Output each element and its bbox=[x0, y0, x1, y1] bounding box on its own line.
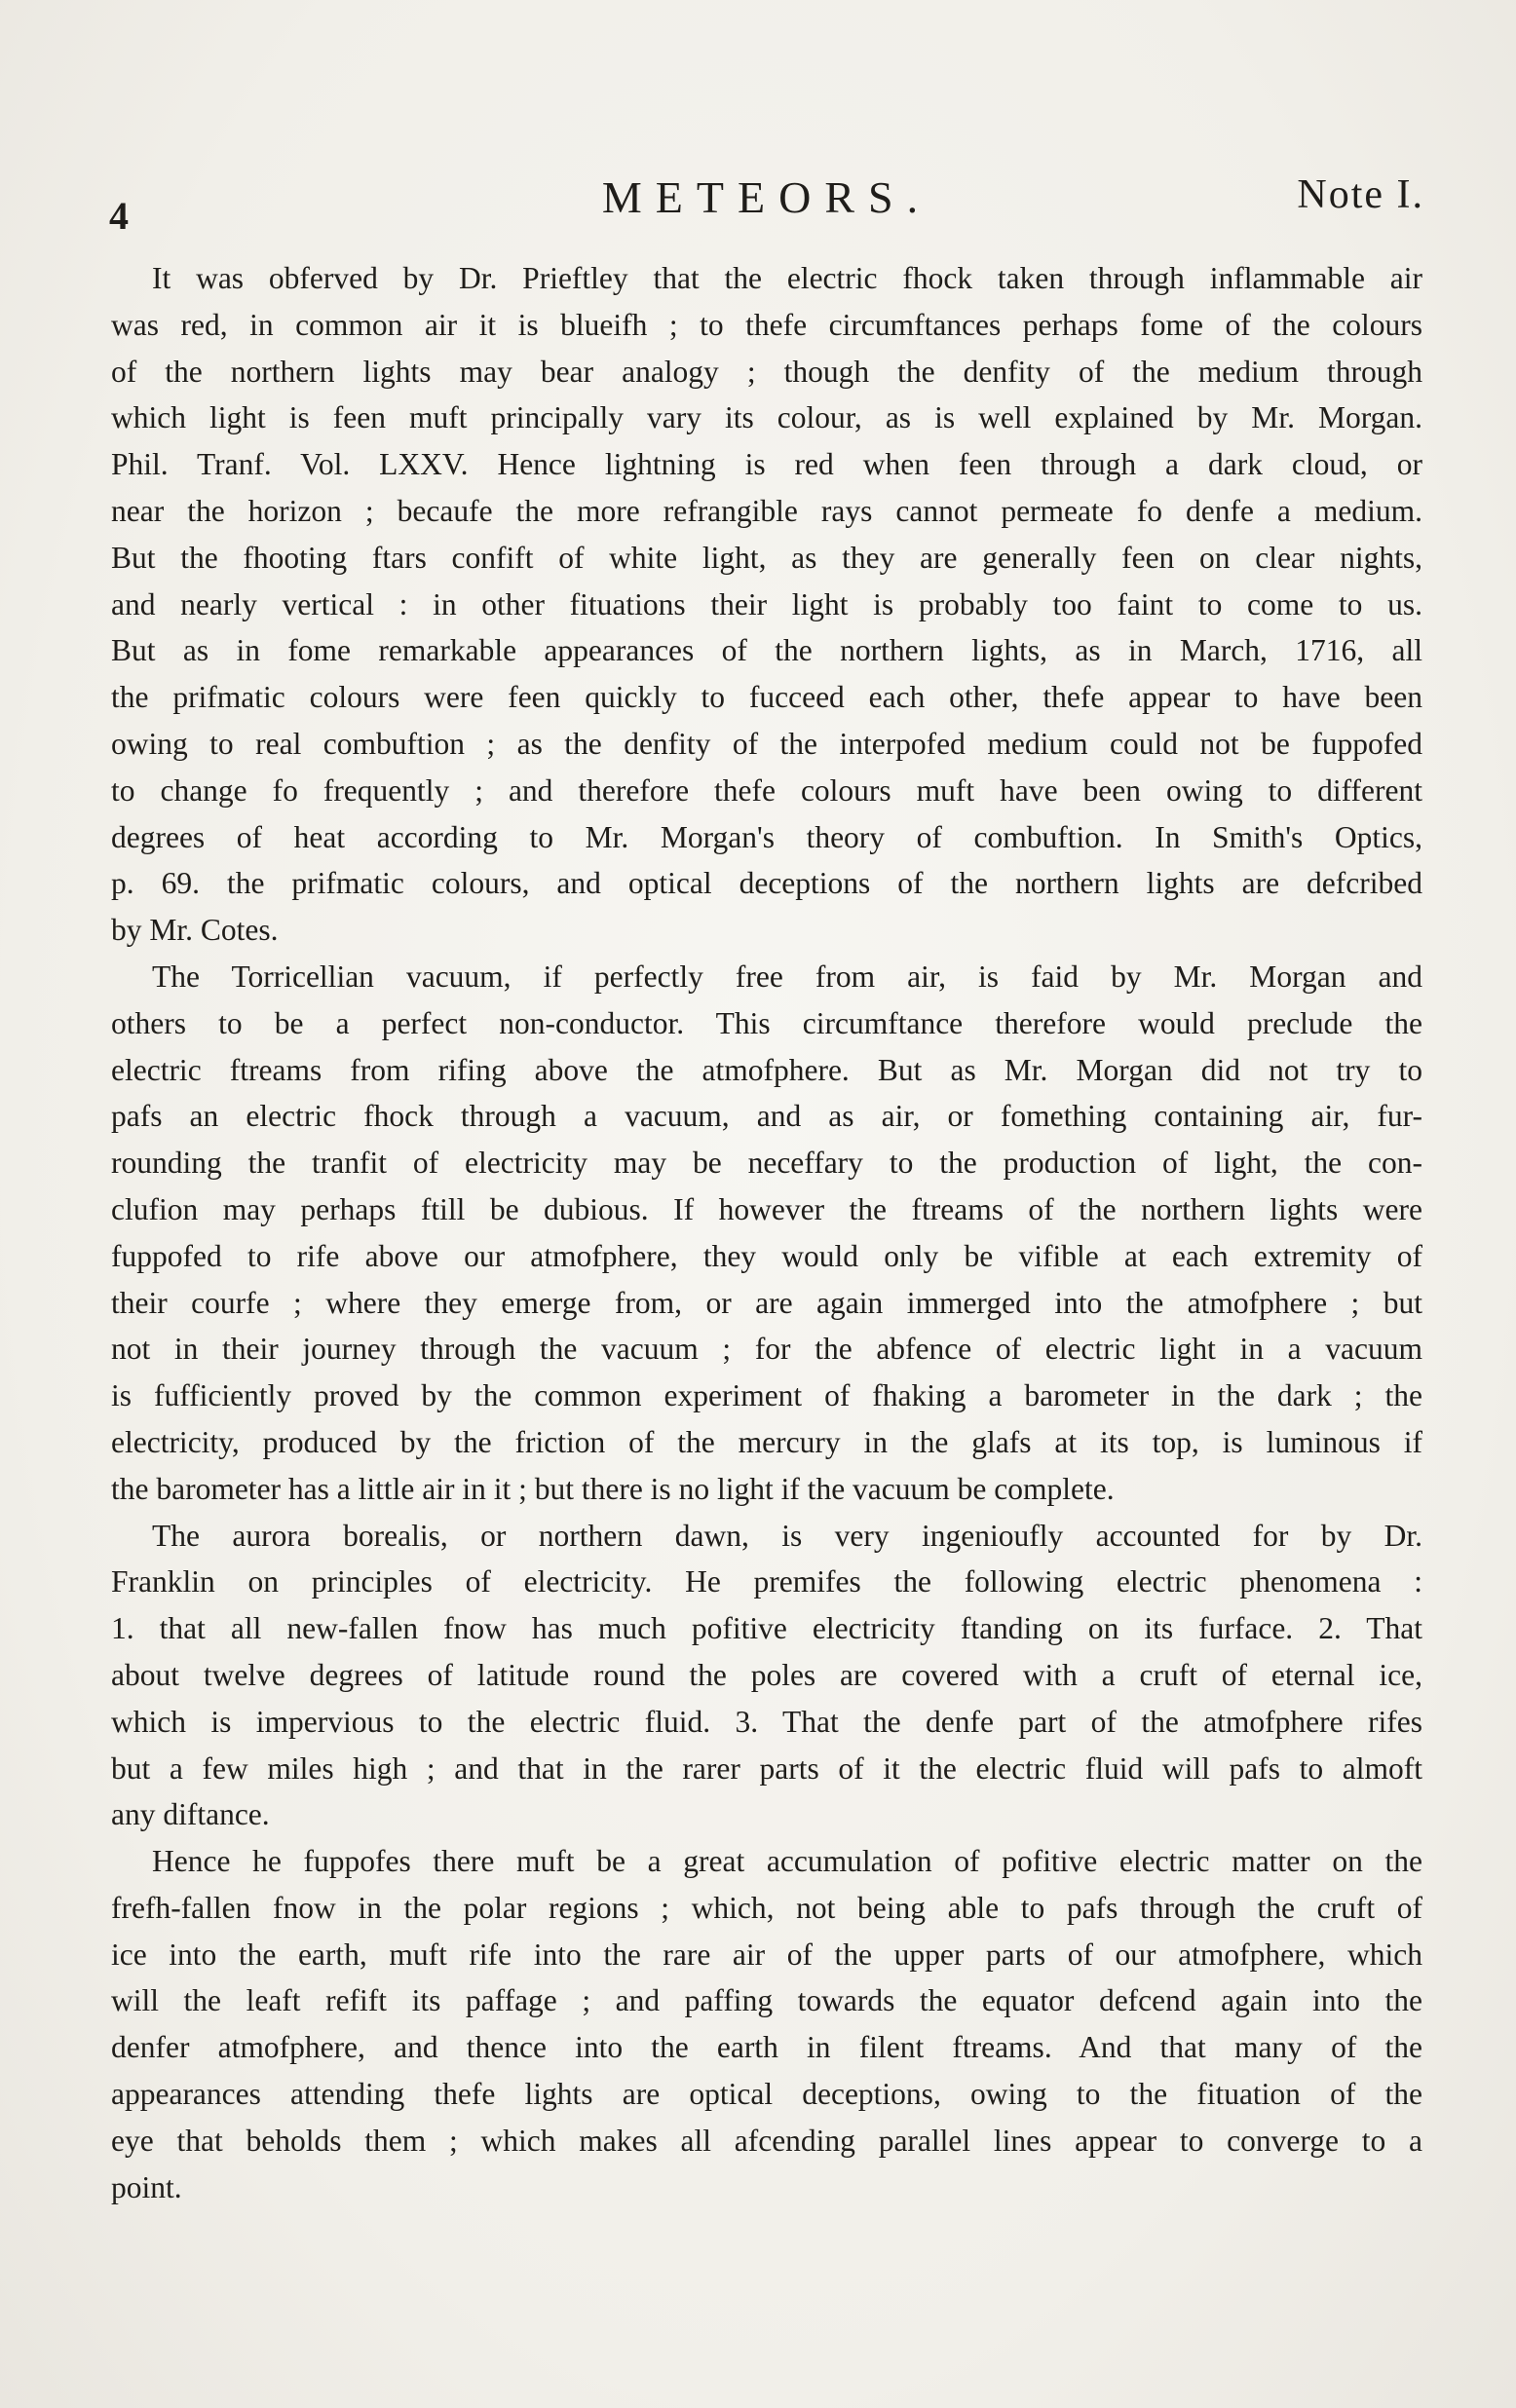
text-line: The Torricellian vacuum, if perfectly free from air, is faid by Mr. Morgan and bbox=[152, 959, 1422, 994]
text-line: p. 69. the prifmatic colours, and optical deceptions of the northern lights are defcribed bbox=[111, 866, 1422, 901]
text-line: the barometer has a little air in it ; but there is no light if the vacuum be complete. bbox=[111, 1471, 1115, 1506]
text-line: their courfe ; where they emerge from, or are again immerged into the atmofphere ; but bbox=[111, 1285, 1422, 1320]
text-line: owing to real combuftion ; as the denfity of the interpofed medium could not be fuppofed bbox=[111, 726, 1422, 761]
text-line: 1. that all new-fallen fnow has much pofitive electricity ftanding on its furface. 2. That bbox=[111, 1611, 1422, 1646]
text-line: appearances attending thefe lights are optical deceptions, owing to the fituation of the bbox=[111, 2077, 1422, 2112]
text-line: is fufficiently proved by the common experiment of fhaking a barometer in the dark ; the bbox=[111, 1378, 1422, 1413]
text-line: electric ftreams from rifing above the atmofphere. But as Mr. Morgan did not try to bbox=[111, 1052, 1422, 1087]
text-line: of the northern lights may bear analogy ; though the denfity of the medium through bbox=[111, 354, 1422, 389]
text-line: But the fhooting ftars confift of white light, as they are generally feen on clear nights, bbox=[111, 540, 1422, 575]
text-line: The aurora borealis, or northern dawn, is very ingenioufly accounted for by Dr. bbox=[152, 1518, 1422, 1553]
text-line: But as in fome remarkable appearances of the northern lights, as in March, 1716, all bbox=[111, 633, 1422, 668]
text-line: the prifmatic colours were feen quickly to fucceed each other, thefe appear to have been bbox=[111, 680, 1422, 715]
page-header bbox=[109, 164, 1424, 238]
text-line: others to be a perfect non-conductor. This circumftance therefore would preclude the bbox=[111, 1005, 1422, 1040]
text-line: ice into the earth, muft rife into the rare air of the upper parts of our atmofphere, which bbox=[111, 1937, 1422, 1972]
text-line: fuppofed to rife above our atmofphere, they would only be vifible at each extremity of bbox=[111, 1238, 1422, 1273]
text-line: Franklin on principles of electricity. He premifes the following electric phenomena : bbox=[111, 1564, 1422, 1599]
text-line: near the horizon ; becaufe the more refrangible rays cannot permeate fo denfe a medium. bbox=[111, 493, 1422, 528]
body-text bbox=[111, 255, 1422, 2210]
paragraph bbox=[111, 954, 1422, 1513]
text-line: by Mr. Cotes. bbox=[111, 913, 279, 948]
text-line: It was obferved by Dr. Prieftley that the electric fhock taken through inflammable air bbox=[152, 261, 1422, 295]
text-line: to change fo frequently ; and therefore thefe colours muft have been owing to different bbox=[111, 772, 1422, 808]
text-line: electricity, produced by the friction of the mercury in the glafs at its top, is luminous if bbox=[111, 1424, 1422, 1459]
note-label: Note I. bbox=[1297, 172, 1424, 217]
page-number: 4 bbox=[109, 194, 129, 238]
paragraph bbox=[111, 1513, 1422, 1839]
paragraph bbox=[111, 255, 1422, 954]
text-line: which light is feen muft principally vary its colour, as is well explained by Mr. Morgan. bbox=[111, 400, 1422, 435]
text-line: any diftance. bbox=[111, 1797, 270, 1832]
text-line: degrees of heat according to Mr. Morgan's theory of combuftion. In Smith's Optics, bbox=[111, 819, 1422, 854]
text-line: which is impervious to the electric fluid. 3. That the denfe part of the atmofphere rifes bbox=[111, 1704, 1422, 1739]
text-line: not in their journey through the vacuum ; for the abfence of electric light in a vacuum bbox=[111, 1332, 1422, 1367]
text-line: Phil. Tranf. Vol. LXXV. Hence lightning is red when feen through a dark cloud, or bbox=[111, 447, 1422, 482]
text-line: point. bbox=[111, 2169, 182, 2204]
text-line: pafs an electric fhock through a vacuum, and as air, or fomething containing air, fur- bbox=[111, 1099, 1422, 1134]
text-line: frefh-fallen fnow in the polar regions ; which, not being able to pafs through the cruft of bbox=[111, 1890, 1422, 1925]
text-line: denfer atmofphere, and thence into the earth in filent ftreams. And that many of the bbox=[111, 2030, 1422, 2065]
running-title: METEORS. bbox=[601, 172, 932, 222]
paragraph bbox=[111, 1838, 1422, 2210]
text-line: will the leaft refift its paffage ; and paffing towards the equator defcend again into the bbox=[111, 1983, 1422, 2018]
text-line: but a few miles high ; and that in the rarer parts of it the electric fluid will pafs to almoft bbox=[111, 1750, 1422, 1786]
text-line: and nearly vertical : in other fituations their light is probably too faint to come to us. bbox=[111, 586, 1422, 621]
text-line: rounding the tranfit of electricity may be neceffary to the production of light, the con- bbox=[111, 1146, 1422, 1181]
text-line: clufion may perhaps ftill be dubious. If however the ftreams of the northern lights were bbox=[111, 1191, 1422, 1226]
text-line: eye that beholds them ; which makes all afcending parallel lines appear to converge to a bbox=[111, 2123, 1422, 2158]
text-line: was red, in common air it is blueifh ; to thefe circumftances perhaps fome of the colours bbox=[111, 307, 1422, 342]
text-line: about twelve degrees of latitude round the poles are covered with a cruft of eternal ice, bbox=[111, 1657, 1422, 1692]
text-line: Hence he fuppofes there muft be a great accumulation of pofitive electric matter on the bbox=[152, 1844, 1422, 1879]
